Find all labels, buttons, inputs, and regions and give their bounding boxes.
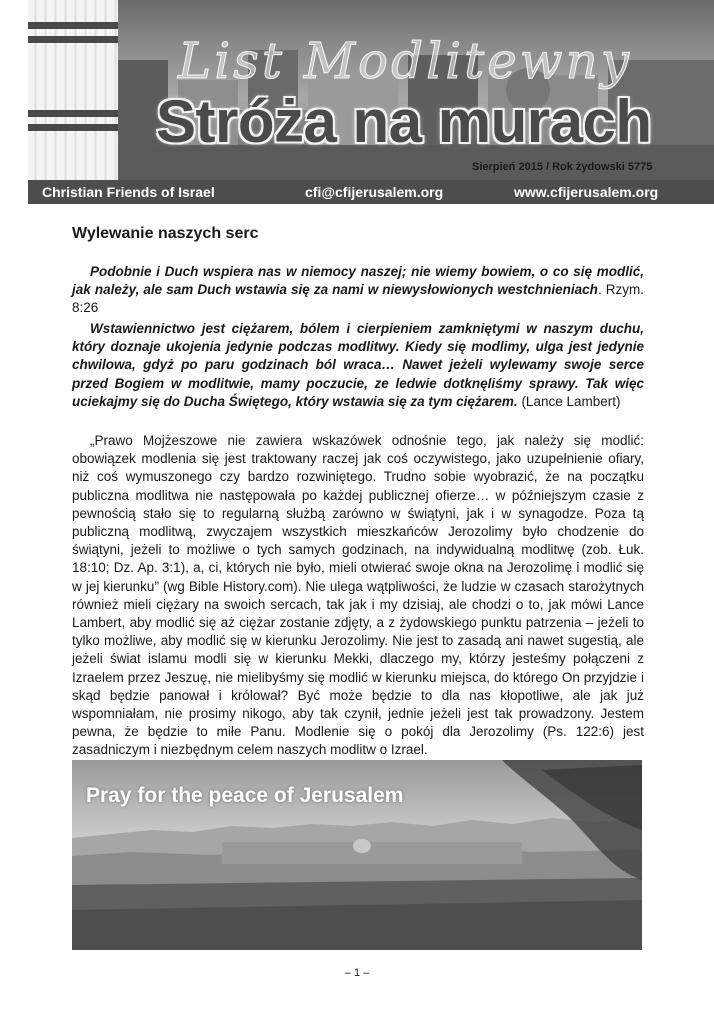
contact-bar	[28, 180, 714, 204]
prayer-shawl-image	[28, 0, 118, 180]
scripture-quote: Podobnie i Duch wspiera nas w niemocy naszej; nie wiemy bowiem, o co się modlić, jak należy, ale sam Duch wstawia się za nami w niewysłowionych westchnieniach	[72, 264, 644, 298]
jerusalem-photo	[72, 760, 642, 950]
masthead-banner	[28, 0, 714, 180]
scripture-quote-paragraph	[72, 263, 644, 318]
quote-author: (Lance Lambert)	[517, 393, 621, 409]
article-title: Wylewanie naszych serc	[72, 225, 259, 242]
photo-caption: Pray for the peace of Jerusalem	[86, 784, 404, 807]
issue-date: Sierpień 2015 / Rok żydowski 5775	[472, 161, 653, 173]
lambert-quote-paragraph	[72, 320, 644, 411]
body-paragraph: „Prawo Mojżeszowe nie zawiera wskazówek odnośnie tego, jak należy się modlić: obowiązek modlenia się jest traktowany raczej jak coś oczywistego, jako uzupełnienie ofiary, niż coś wymuszonego czy bardzo rozwiniętego. Trudno sobie wyobrazić, że na początku publiczna modlitwa nie następowała po każdej publicznej ofierze… w późniejszym czasie z pewnością stało się to regularną służbą zarówno w świątyni, jak i w synagodze. Poza tą publiczną modlitwą, zwyczajem wszystkich mieszkańców Jerozolimy było chodzenie do świątyni, jeżeli to możliwe o tych samych godzinach, na indywidualną modlitwę (zob. Łuk. 18:10; Dz. Ap. 3:1), a, ci, których nie było, mieli otwierać swoje okna na Jerozolimę i modlić się w jej kierunku” (wg Bible History.com). Nie ulega wątpliwości, że ludzie w czasach starożytnych również mieli ciężary na swoich sercach, tak jak i my dzisiaj, ale chodzi o to, jak mówi Lance Lambert, aby modlić się aż ciężar zostanie zdjęty, a z żydowskiego punktu patrzenia – jeżeli to tylko możliwe, aby modlić się w kierunku Jerozolimy. Nie jest to zasadą ani nawet sugestią, ale jeżeli świat islamu modli się w kierunku Mekki, dlaczego my, którzy jesteśmy połączeni z Izraelem przez Jeszuę, nie mielibyśmy się modlić w kierunku miejsca, do którego On przyjdzie i skąd będzie panował i królował? Być może będzie to dla nas kłopotliwe, ale jak już wspomniałam, nie prosimy nikogo, aby tak czynił, jednie jeżeli jest tak prowadzony. Jestem pewna, że będzie to miłe Panu. Modlenie się o pokój dla Jerozolimy (Ps. 122:6) jest zasadniczym i niezbędnym celem naszych modlitw o Izrael.	[72, 433, 644, 758]
organization-name: Christian Friends of Israel	[42, 184, 215, 200]
scripture-reference: . Rzym. 8:26	[72, 282, 645, 316]
page-number: – 1 –	[344, 967, 370, 979]
newsletter-subtitle: List Modlitewny	[178, 32, 633, 90]
lambert-quote: Wstawiennictwo jest ciężarem, bólem i cierpieniem zamkniętymi w naszym duchu, który doznaje ukojenia jedynie podczas modlitwy. Kiedy się modlimy, ulga jest jedynie chwilowa, gdyż po paru godzinach ból wraca… Nawet jeżeli wylewamy swoje serce przed Bogiem w modlitwie, mamy poczucie, ze ledwie dotknęliśmy sprawy. Tak więc uciekajmy się do Ducha Świętego, który wstawia się za tym ciężarem.	[72, 321, 644, 409]
email-link[interactable]: cfi@cfijerusalem.org	[305, 184, 444, 200]
newsletter-title: Stróża na murach	[156, 88, 652, 155]
website-link[interactable]: www.cfijerusalem.org	[514, 184, 659, 200]
